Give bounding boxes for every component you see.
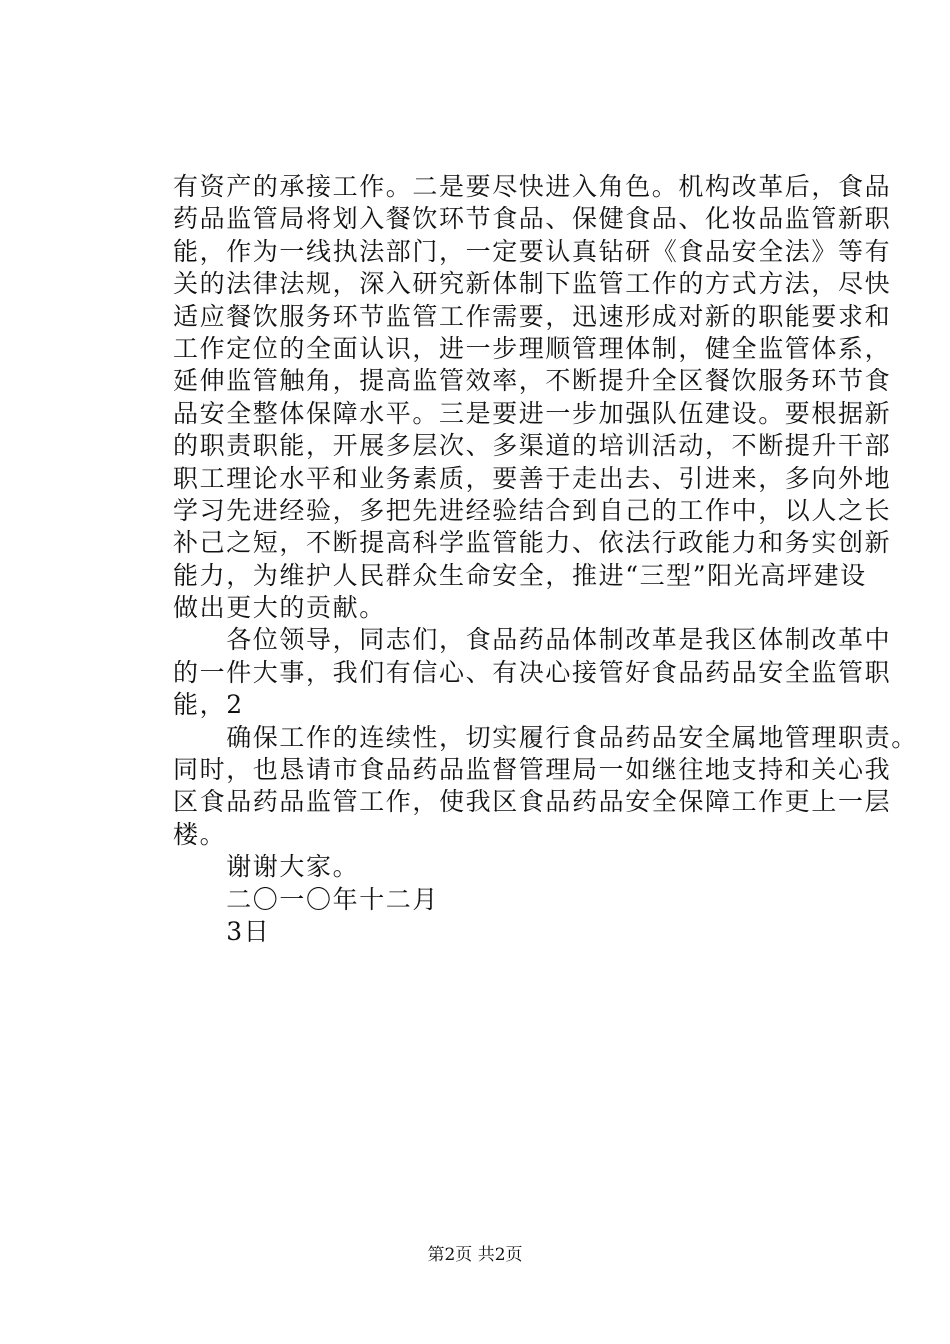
text-line-2: 药品监管局将划入餐饮环节食品、保健食品、化妆品监管新职: [173, 204, 892, 234]
text-line-1: 有资产的承接工作。二是要尽快进入角色。机构改革后，食品: [173, 172, 892, 201]
text-line-24: 3日: [173, 916, 271, 946]
text-line-9: 的职责职能，开展多层次、多渠道的培训活动，不断提升干部: [173, 431, 892, 461]
text-line-11: 学习先进经验，多把先进经验结合到自己的工作中，以人之长: [173, 495, 892, 525]
text-line-13: 能力，为维护人民群众生命安全，推进“三型”阳光高坪建设: [173, 560, 867, 590]
text-line-15: 各位领导，同志们，食品药品体制改革是我区体制改革中: [173, 625, 892, 655]
document-body: [173, 171, 918, 948]
text-line-4: 关的法律法规，深入研究新体制下监管工作的方式方法，尽快: [173, 269, 892, 299]
text-line-10: 职工理论水平和业务素质，要善于走出去、引进来，多向外地: [173, 463, 892, 493]
text-line-21: 楼。: [173, 819, 227, 849]
text-line-16: 的一件大事，我们有信心、有决心接管好食品药品安全监管职: [173, 657, 892, 687]
text-line-18: 确保工作的连续性，切实履行食品药品安全属地管理职责。: [173, 722, 918, 752]
text-line-5: 适应餐饮服务环节监管工作需要，迅速形成对新的职能要求和: [173, 301, 892, 331]
text-line-7: 延伸监管触角，提高监管效率，不断提升全区餐饮服务环节食: [173, 366, 892, 396]
page-number-footer: 第2页 共2页: [427, 1245, 523, 1265]
text-line-14: 做出更大的贡献。: [173, 593, 386, 623]
text-line-22: 谢谢大家。: [173, 852, 360, 882]
text-line-19: 同时，也恳请市食品药品监督管理局一如继往地支持和关心我: [173, 755, 892, 785]
text-line-3: 能，作为一线执法部门，一定要认真钻研《食品安全法》等有: [173, 236, 892, 266]
text-line-6: 工作定位的全面认识，进一步理顺管理体制，健全监管体系，: [173, 333, 892, 363]
text-line-20: 区食品药品监管工作，使我区食品药品安全保障工作更上一层: [173, 787, 892, 817]
text-line-17: 能，2: [173, 690, 244, 720]
text-line-23: 二〇一〇年十二月: [173, 884, 440, 914]
text-line-12: 补己之短，不断提高科学监管能力、依法行政能力和务实创新: [173, 528, 892, 558]
text-line-8: 品安全整体保障水平。三是要进一步加强队伍建设。要根据新: [173, 398, 892, 428]
